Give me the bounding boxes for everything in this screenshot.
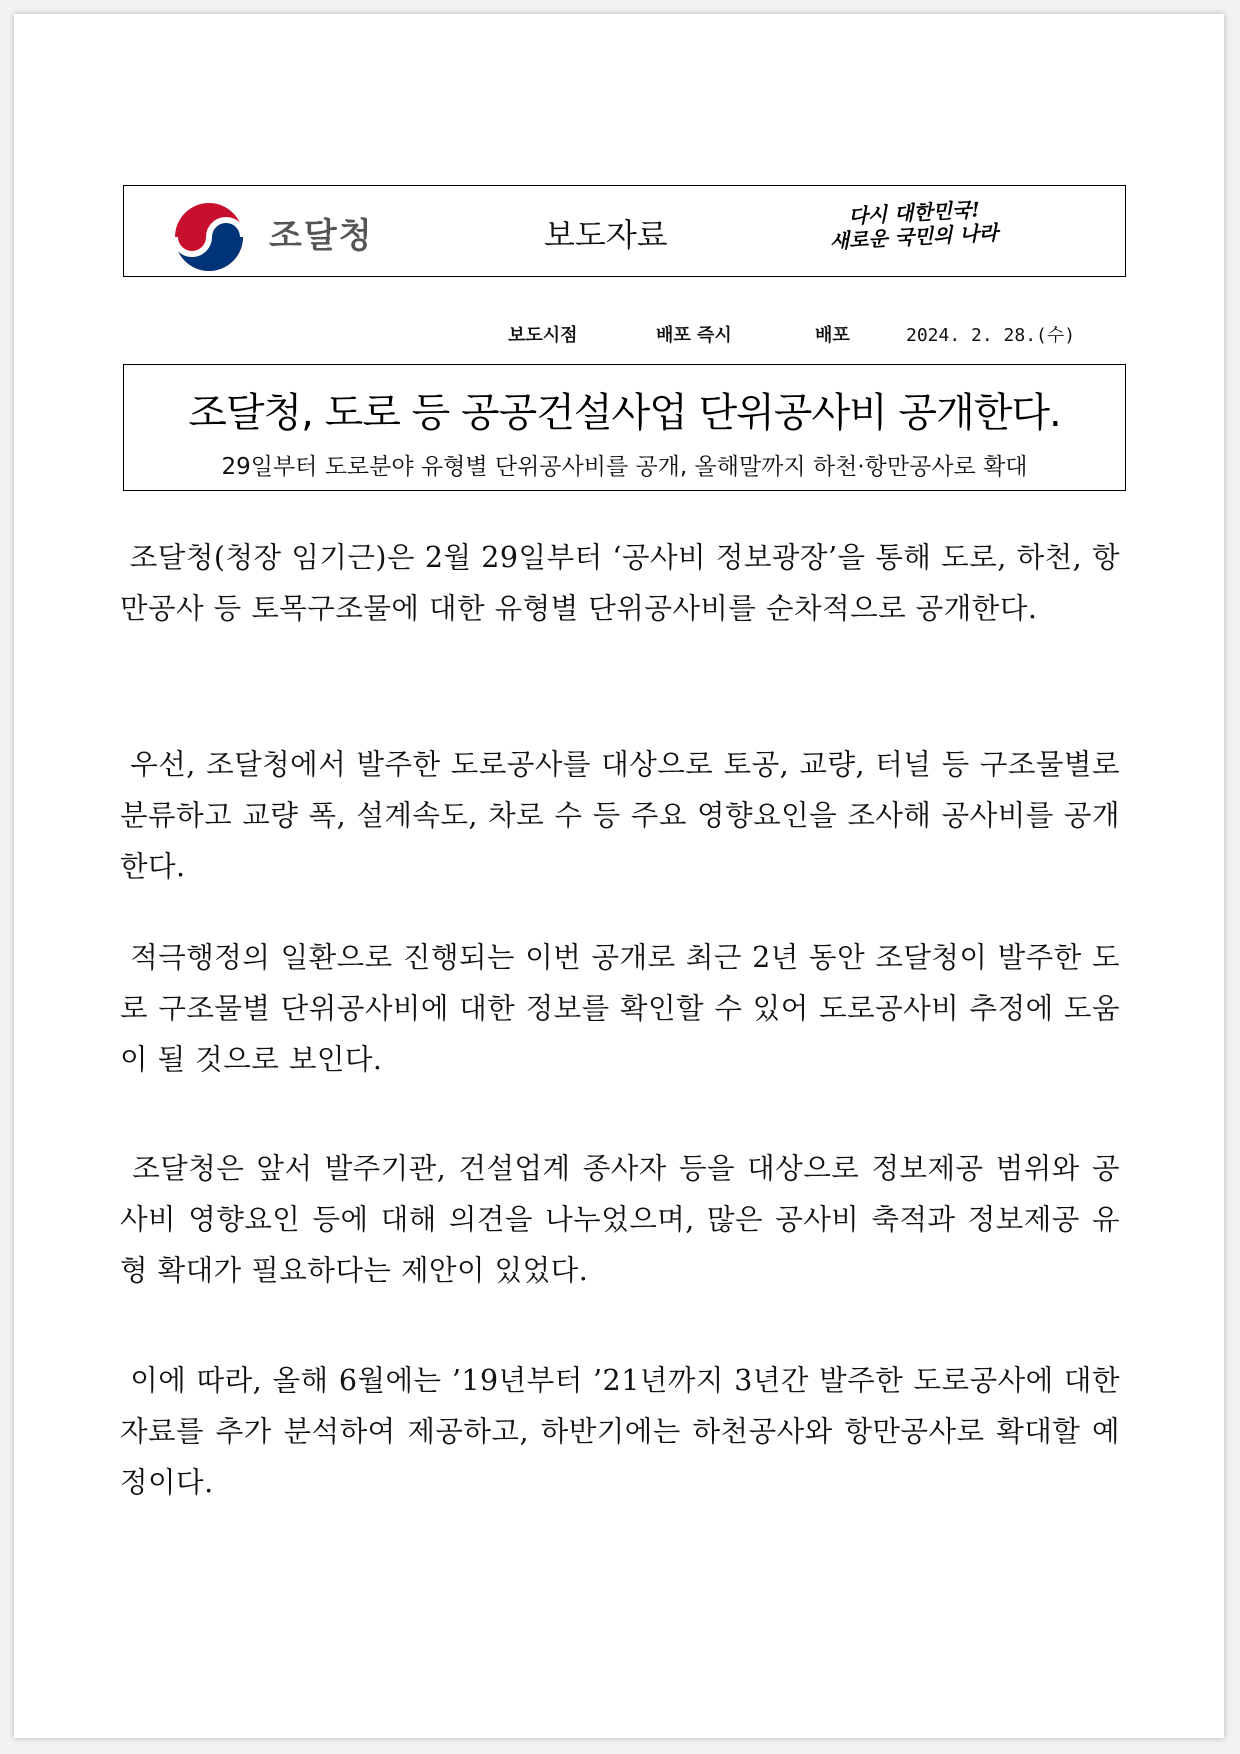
slogan-line-1: 다시 대한민국!: [847, 197, 981, 229]
document-page: [14, 14, 1224, 1738]
header-box: [123, 185, 1126, 277]
body-paragraph-1: 조달청(청장 임기근)은 2월 29일부터 ‘공사비 정보광장’을 통해 도로, 하천, 항만공사 등 토목구조물에 대한 유형별 단위공사비를 순차적으로 공개한다.: [120, 541, 1120, 625]
government-emblem-icon: [169, 201, 249, 273]
release-time: 배포 즉시: [656, 325, 732, 346]
main-title: 조달청, 도로 등 공공건설사업 단위공사비 공개한다.: [188, 390, 1061, 436]
slogan: [828, 195, 1030, 253]
release-label: 보도시점: [508, 325, 578, 346]
body-paragraph-5: 이에 따라, 올해 6월에는 ’19년부터 ’21년까지 3년간 발주한 도로공사에 대한 자료를 추가 분석하여 제공하고, 하반기에는 하천공사와 항만공사로 확대할 예정이다.: [120, 1364, 1120, 1499]
release-date: 2024. 2. 28.(수): [906, 325, 1076, 346]
body-paragraph-2: 우선, 조달청에서 발주한 도로공사를 대상으로 토공, 교량, 터널 등 구조물별로 분류하고 교량 폭, 설계속도, 차로 수 등 주요 영향요인을 조사해 공사비를 공개한다.: [120, 748, 1120, 883]
body-paragraph-3: 적극행정의 일환으로 진행되는 이번 공개로 최근 2년 동안 조달청이 발주한 도로 구조물별 단위공사비에 대한 정보를 확인할 수 있어 도로공사비 추정에 도움이 될 것으로 보인다.: [120, 941, 1120, 1076]
agency-name: 조달청: [269, 216, 374, 256]
doc-type-label: 보도자료: [544, 216, 668, 254]
body-paragraph-4: 조달청은 앞서 발주기관, 건설업계 종사자 등을 대상으로 정보제공 범위와 공사비 영향요인 등에 대해 의견을 나누었으며, 많은 공사비 축적과 정보제공 유형 확대가 필요하다는 제안이 있었다.: [120, 1152, 1120, 1287]
release-dist: 배포: [815, 325, 850, 346]
title-box: [123, 364, 1126, 491]
sub-title: 29일부터 도로분야 유형별 단위공사비를 공개, 올해말까지 하천·항만공사로 확대: [221, 454, 1028, 480]
release-info: [14, 321, 1224, 349]
slogan-line-2: 새로운 국민의 나라: [829, 220, 999, 254]
